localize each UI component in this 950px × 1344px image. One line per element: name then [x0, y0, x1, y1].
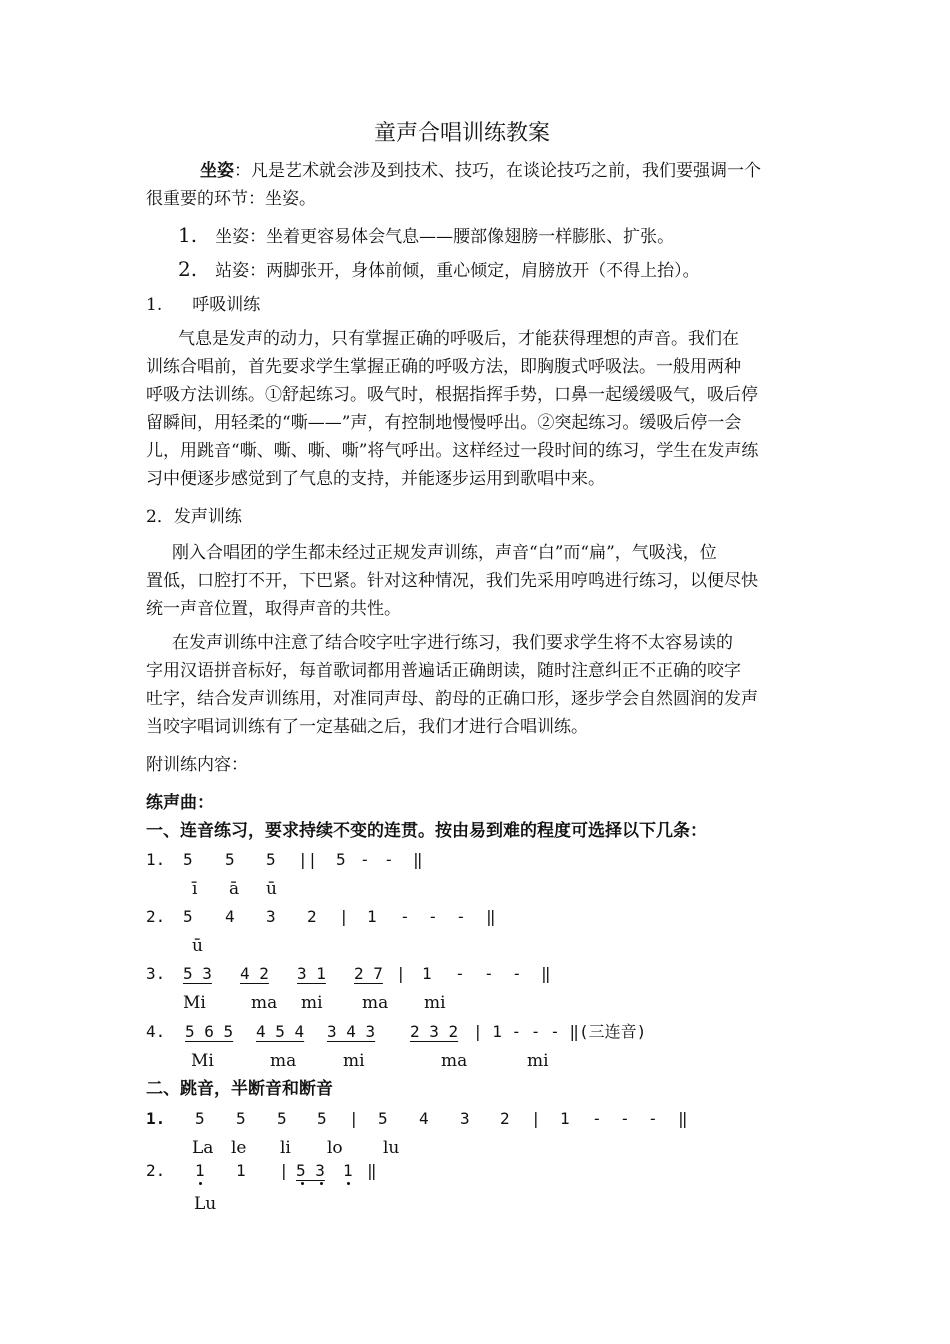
intro-line-1 — [200, 160, 761, 182]
posture-text: 坐姿：坐着更容易体会气息——腰部像翅膀一样膨胀、扩张。 — [215, 227, 675, 247]
note: - — [592, 1109, 602, 1128]
note: 2 — [500, 1109, 510, 1128]
lyric: ma — [251, 993, 278, 1013]
exercise-num: 3. — [146, 964, 166, 983]
note: 1 — [236, 1161, 246, 1180]
note-group: 2 3 2 — [410, 1022, 459, 1041]
appendix-label: 附训练内容： — [146, 755, 248, 775]
note: 5 — [183, 907, 193, 926]
section-2-heading: 2．发声训练 — [146, 507, 242, 527]
lyric: ī — [192, 879, 198, 899]
lyric: le — [231, 1138, 247, 1158]
exercise-num: 1. — [146, 1109, 166, 1128]
note: 5 — [317, 1109, 327, 1128]
note: - — [384, 850, 394, 869]
posture-item-1 — [178, 224, 674, 248]
end-barline: ‖ — [367, 1161, 377, 1180]
paragraph-line: 训练合唱前，首先要求学生掌握正确的呼吸方法，即胸腹式呼吸法。一般用两种 — [146, 357, 741, 377]
note: 1 — [367, 907, 377, 926]
end-barline: ‖ — [413, 850, 423, 869]
paragraph-line: 字用汉语拼音标好，每首歌词都用普遍话正确朗读，随时注意纠正不正确的咬字 — [146, 661, 741, 681]
barline: | — [339, 907, 349, 926]
lyric: ū — [192, 936, 203, 956]
paragraph-line: 气息是发声的动力，只有掌握正确的呼吸后，才能获得理想的声音。我们在 — [178, 329, 739, 349]
note: 5 — [183, 850, 193, 869]
end-barline: ‖ — [678, 1109, 688, 1128]
note: 5 — [277, 1109, 287, 1128]
paragraph-line: 习中便逐步感觉到了气息的支持，并能逐步运用到歌唱中来。 — [146, 469, 605, 489]
paragraph-line: 呼吸方法训练。①舒起练习。吸气时，根据指挥手势，口鼻一起缓缓吸气，吸后停 — [146, 385, 758, 405]
lyric: mi — [424, 993, 446, 1013]
lyric: mi — [301, 993, 323, 1013]
posture-num: 2. — [178, 257, 198, 281]
note: 4 — [419, 1109, 429, 1128]
note: 2 — [307, 907, 317, 926]
barline: | — [349, 1109, 359, 1128]
measure-rest: | 1 - - - ‖(三连音) — [473, 1022, 647, 1041]
exercises-heading: 练声曲： — [146, 793, 214, 813]
note: - — [360, 850, 370, 869]
barline: | — [531, 1109, 541, 1128]
note: 1 — [343, 1161, 353, 1180]
lyric: ma — [270, 1051, 297, 1071]
lyric: ū — [266, 879, 277, 899]
note: 1 — [422, 964, 432, 983]
note-group: 2 7 — [354, 964, 383, 983]
note-group: 5 3 — [296, 1161, 325, 1180]
note: 3 — [460, 1109, 470, 1128]
lyric: lu — [383, 1138, 400, 1158]
staccato-dot — [301, 1182, 304, 1185]
note: 4 — [225, 907, 235, 926]
note: - — [648, 1109, 658, 1128]
end-barline: ‖ — [541, 964, 551, 983]
exercise-num: 1. — [146, 850, 166, 869]
note-group: 4 5 4 — [256, 1022, 305, 1041]
exercise-num: 2. — [146, 1161, 166, 1180]
note-group: 5 3 — [183, 964, 212, 983]
lyric: ma — [441, 1051, 468, 1071]
section-1-heading — [146, 294, 260, 316]
barline: | — [279, 1161, 289, 1180]
note: - — [484, 964, 494, 983]
note: 5 — [336, 850, 346, 869]
note: 1 — [560, 1109, 570, 1128]
section-title: 呼吸训练 — [192, 295, 261, 315]
lyric: mi — [343, 1051, 365, 1071]
paragraph-line: 儿，用跳音“嘶、嘶、嘶、嘶”将气呼出。这样经过一段时间的练习，学生在发声练 — [146, 441, 759, 461]
paragraph-line: 统一声音位置，取得声音的共性。 — [146, 599, 401, 619]
note: 5 — [266, 850, 276, 869]
staccato-dot — [347, 1182, 350, 1185]
intro-label: 坐姿 — [200, 161, 234, 181]
section-num: 1. — [146, 295, 163, 315]
paragraph-line: 在发声训练中注意了结合咬字吐字进行练习，我们要求学生将不太容易读的 — [172, 633, 733, 653]
note: 1 — [195, 1161, 205, 1180]
note: 3 — [266, 907, 276, 926]
lyric: lo — [327, 1138, 343, 1158]
lyric: li — [280, 1138, 291, 1158]
barline: || — [298, 850, 318, 869]
note: 5 — [225, 850, 235, 869]
page-title: 童声合唱训练教案 — [374, 121, 551, 146]
paragraph-line: 吐字，结合发声训练用，对准同声母、韵母的正确口形，逐步学会自然圆润的发声 — [146, 689, 758, 709]
paragraph-line: 置低，口腔打不开，下巴紧。针对这种情况，我们先采用哼鸣进行练习，以便尽快 — [146, 571, 758, 591]
staccato-dot — [320, 1182, 323, 1185]
note-group: 4 2 — [240, 964, 269, 983]
lyric: La — [192, 1138, 214, 1158]
note: 5 — [378, 1109, 388, 1128]
note: - — [400, 907, 410, 926]
note: 5 — [236, 1109, 246, 1128]
intro-line-2: 很重要的环节：坐姿。 — [146, 189, 316, 209]
note: - — [456, 907, 466, 926]
note: - — [428, 907, 438, 926]
lyric: ma — [362, 993, 389, 1013]
note-group: 3 1 — [297, 964, 326, 983]
note: 5 — [195, 1109, 205, 1128]
note: - — [455, 964, 465, 983]
intro-text: ：凡是艺术就会涉及到技术、技巧，在谈论技巧之前，我们要强调一个 — [234, 161, 761, 181]
part-1-heading: 一、连音练习，要求持续不变的连贯。按由易到难的程度可选择以下几条： — [146, 821, 707, 841]
note-group: 3 4 3 — [327, 1022, 376, 1041]
paragraph-line: 当咬字唱词训练有了一定基础之后，我们才进行合唱训练。 — [146, 717, 588, 737]
paragraph-line: 刚入合唱团的学生都未经过正规发声训练，声音“白”而“扁”，气吸浅，位 — [172, 543, 717, 563]
posture-num: 1. — [178, 223, 198, 247]
note: - — [620, 1109, 630, 1128]
posture-item-2 — [178, 258, 700, 282]
note-group: 5 6 5 — [185, 1022, 234, 1041]
note: - — [512, 964, 522, 983]
staccato-dot — [199, 1182, 202, 1185]
barline: | — [396, 964, 406, 983]
lyric: ā — [229, 879, 240, 899]
paragraph-line: 留瞬间，用轻柔的“嘶——”声，有控制地慢慢呼出。②突起练习。缓吸后停一会 — [146, 413, 742, 433]
part-2-heading: 二、跳音，半断音和断音 — [146, 1079, 333, 1099]
exercise-num: 4. — [146, 1022, 166, 1041]
lyric: Mi — [183, 993, 206, 1013]
lyric: mi — [527, 1051, 549, 1071]
end-barline: ‖ — [486, 907, 496, 926]
posture-text: 站姿：两脚张开，身体前倾，重心倾定，肩膀放开（不得上抬）。 — [215, 261, 700, 281]
lyric: Mi — [191, 1051, 214, 1071]
exercise-num: 2. — [146, 907, 166, 926]
lyric: Lu — [194, 1194, 217, 1214]
